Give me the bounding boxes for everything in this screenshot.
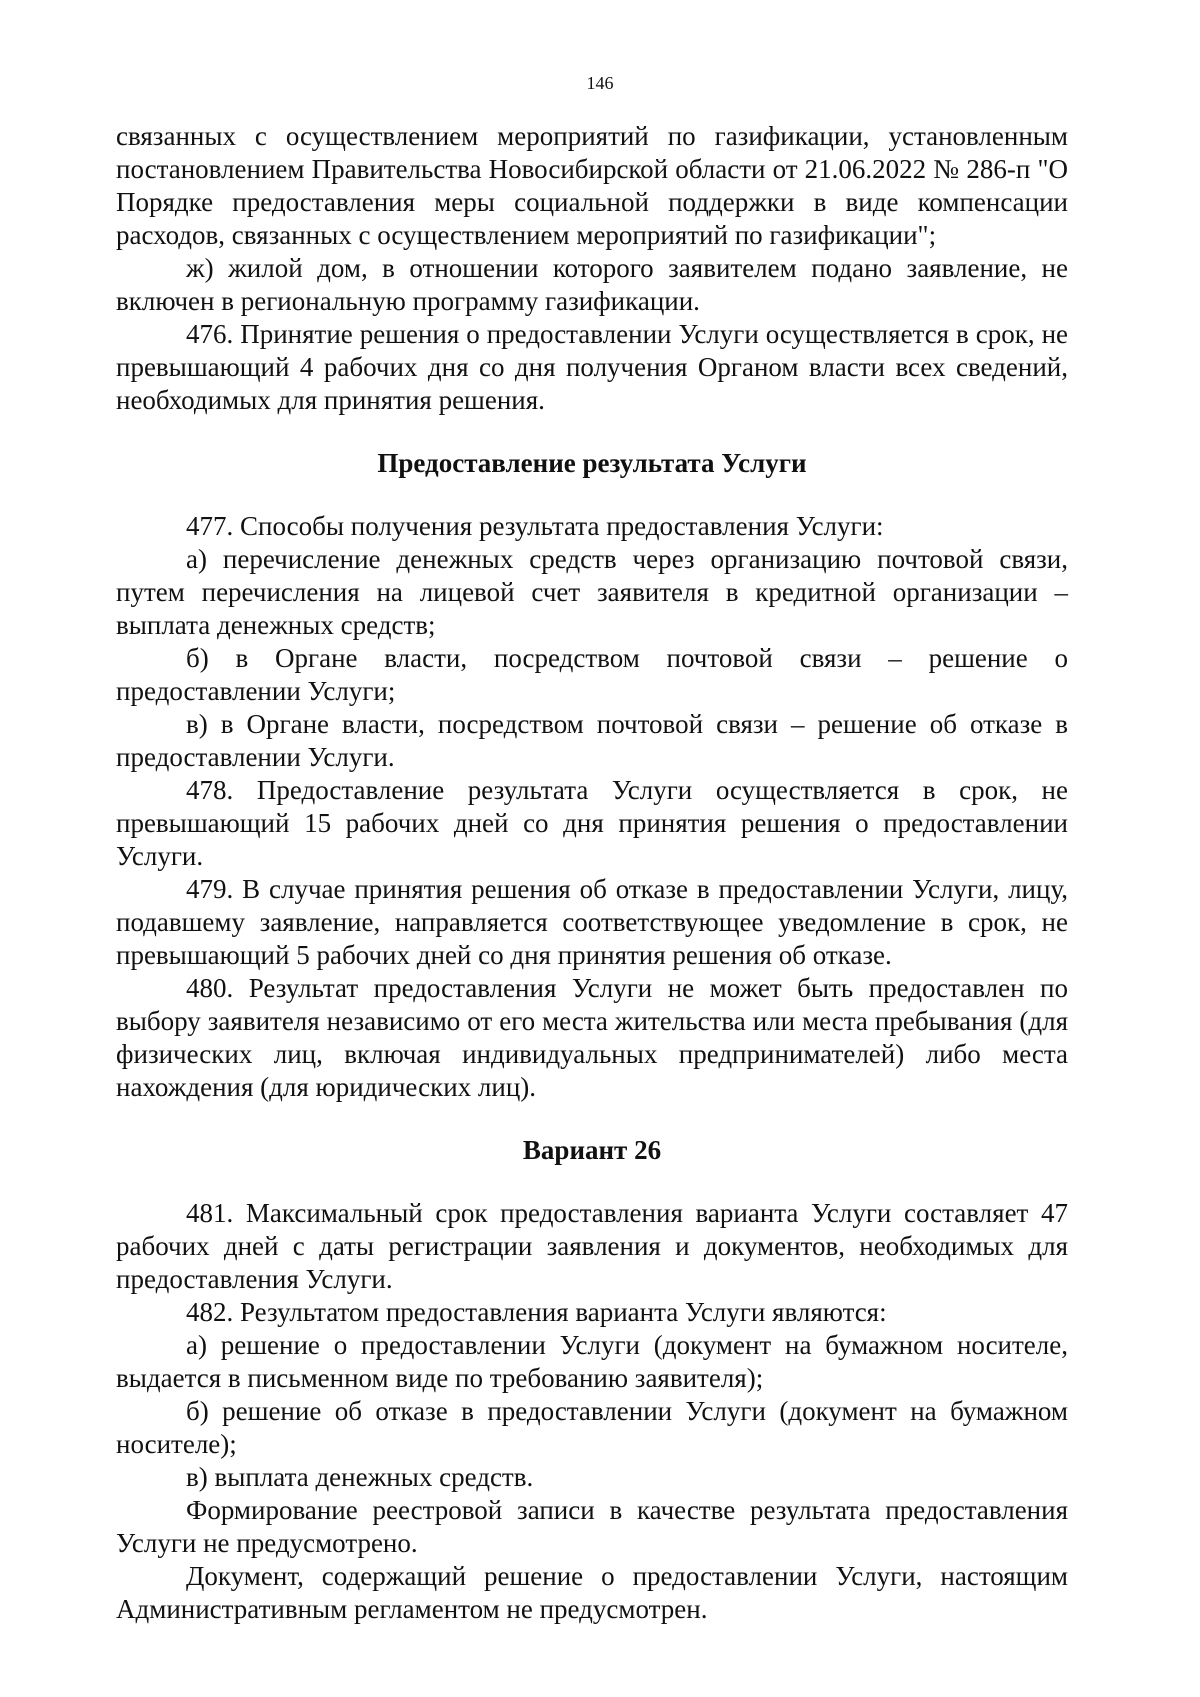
paragraph: в) в Органе власти, посредством почтовой связи – решение об отказе в предоставлении Услуги. — [116, 709, 1068, 772]
paragraph: 478. Предоставление результата Услуги осуществляется в срок, не превышающий 15 рабочих дней со дня принятия решения о предоставлении Услуги. — [116, 775, 1068, 871]
paragraph: связанных с осуществлением мероприятий по газификации, установленным постановлением Правительства Новосибирской области от 21.06.2022 № 286-п "О Порядке предоставления меры социальной поддержки в виде компенсации расходов, связанных с осуществлением мероприятий по газификации"; — [116, 121, 1068, 250]
paragraph: 477. Способы получения результата предоставления Услуги: — [186, 511, 884, 541]
paragraph: ж) жилой дом, в отношении которого заявителем подано заявление, не включен в региональную программу газификации. — [116, 253, 1068, 316]
document-body — [116, 120, 1068, 1626]
paragraph: в) выплата денежных средств. — [186, 1462, 534, 1492]
spacer — [116, 417, 1068, 447]
spacer — [116, 480, 1068, 510]
section-heading: Предоставление результата Услуги — [377, 448, 807, 478]
paragraph: 482. Результатом предоставления варианта Услуги являются: — [186, 1297, 887, 1327]
section-heading: Вариант 26 — [522, 1135, 662, 1165]
paragraph: а) решение о предоставлении Услуги (документ на бумажном носителе, выдается в письменном виде по требованию заявителя); — [116, 1330, 1068, 1393]
page-number: 146 — [586, 73, 614, 93]
paragraph: 479. В случае принятия решения об отказе в предоставлении Услуги, лицу, подавшему заявление, направляется соответствующее уведомление в срок, не превышающий 5 рабочих дней со дня принятия решения об отказе. — [116, 874, 1068, 970]
paragraph: 481. Максимальный срок предоставления варианта Услуги составляет 47 рабочих дней с даты регистрации заявления и документов, необходимых для предоставления Услуги. — [116, 1198, 1068, 1294]
paragraph: Формирование реестровой записи в качестве результата предоставления Услуги не предусмотрено. — [116, 1495, 1068, 1558]
paragraph: б) решение об отказе в предоставлении Услуги (документ на бумажном носителе); — [116, 1396, 1068, 1459]
paragraph: Документ, содержащий решение о предоставлении Услуги, настоящим Административным регламентом не предусмотрен. — [116, 1561, 1068, 1624]
spacer — [116, 1167, 1068, 1197]
paragraph: 476. Принятие решения о предоставлении Услуги осуществляется в срок, не превышающий 4 рабочих дня со дня получения Органом власти всех сведений, необходимых для принятия решения. — [116, 319, 1068, 415]
spacer — [116, 1104, 1068, 1134]
paragraph: б) в Органе власти, посредством почтовой связи – решение о предоставлении Услуги; — [116, 643, 1068, 706]
paragraph: а) перечисление денежных средств через организацию почтовой связи, путем перечисления на лицевой счет заявителя в кредитной организации – выплата денежных средств; — [116, 544, 1068, 640]
paragraph: 480. Результат предоставления Услуги не может быть предоставлен по выбору заявителя независимо от его места жительства или места пребывания (для физических лиц, включая индивидуальных предпринимателей) либо места нахождения (для юридических лиц). — [116, 973, 1068, 1102]
